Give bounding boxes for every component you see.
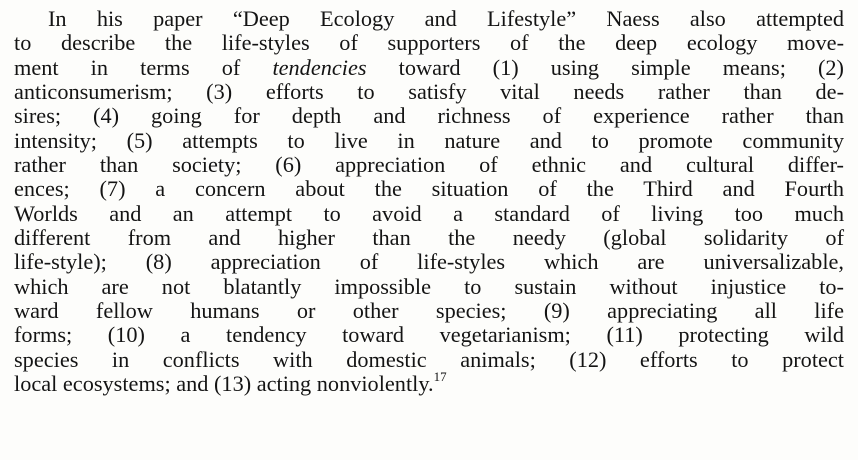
paragraph-line-3: ment in terms of tendencies toward (1) using simple means; (2): [14, 54, 844, 80]
paragraph-line-6: intensity; (5) attempts to live in nature and to promote community: [14, 127, 844, 153]
emphasized-word: tendencies: [272, 54, 367, 80]
paragraph-line-1: In his paper “Deep Ecology and Lifestyle” Naess also attempted: [48, 6, 844, 31]
paragraph-line-16: local ecosystems; and (13) acting nonviolently.$^{17}$: [14, 368, 447, 397]
paragraph-line-14: forms; (10) a tendency toward vegetarianism; (11) protecting wild: [14, 322, 844, 348]
paragraph-line-4: anticonsumerism; (3) efforts to satisfy vital needs rather than de-: [14, 79, 844, 105]
paragraph-line-10: different from and higher than the needy (global solidarity of: [14, 225, 844, 251]
paragraph-line-8: ences; (7) a concern about the situation of the Third and Fourth: [14, 176, 844, 202]
paragraph-line-12: which are not blatantly impossible to sustain without injustice to-: [14, 273, 844, 299]
paragraph-line-15: species in conflicts with domestic animals; (12) efforts to protect: [14, 346, 844, 372]
paragraph-line-9: Worlds and an attempt to avoid a standard of living too much: [14, 200, 844, 226]
paragraph-line-11: life-style); (8) appreciation of life-styles which are universalizable,: [14, 249, 844, 275]
paragraph-line-7: rather than society; (6) appreciation of ethnic and cultural differ-: [14, 152, 844, 178]
body-paragraph: [14, 7, 844, 397]
footnote-marker: 17: [433, 368, 447, 384]
paragraph-line-5: sires; (4) going for depth and richness of experience rather than: [14, 103, 844, 129]
paragraph-line-2: to describe the life-styles of supporters of the deep ecology move-: [14, 30, 844, 56]
paragraph-line-13: ward fellow humans or other species; (9) appreciating all life: [14, 298, 844, 324]
